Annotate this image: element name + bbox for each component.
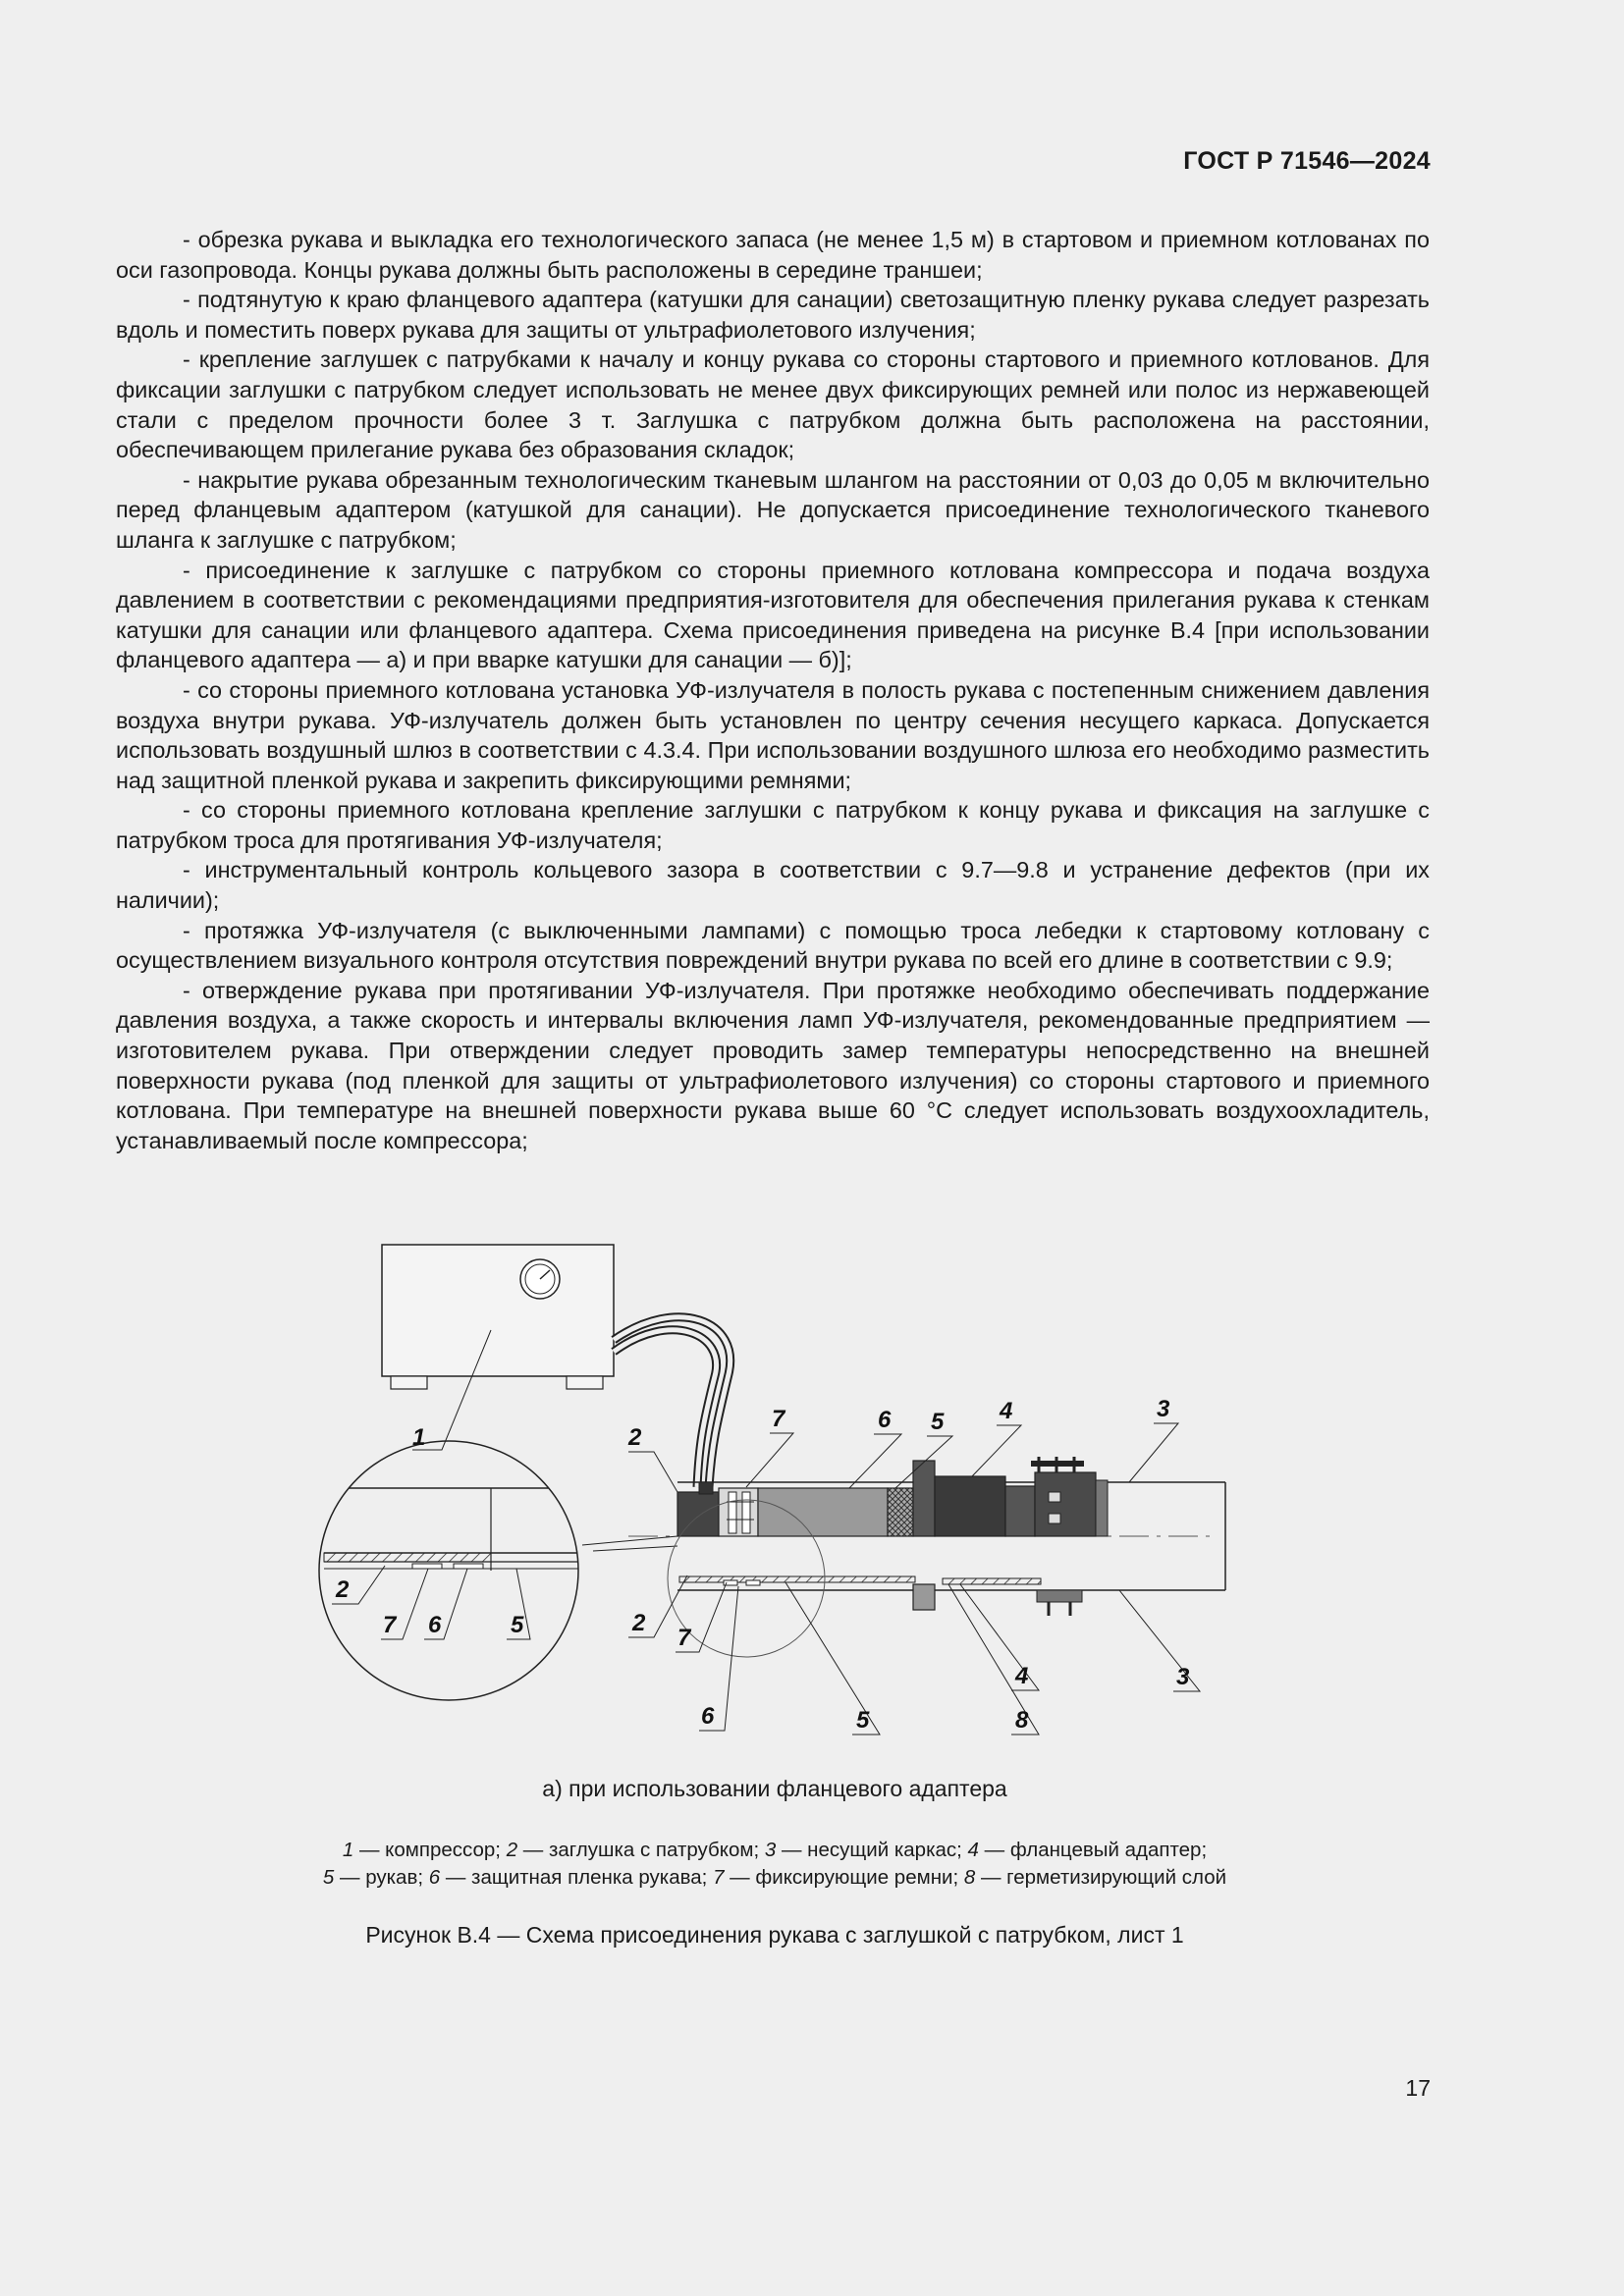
page-number: 17 <box>1405 2075 1431 2101</box>
callout-bottom-2: 2 <box>632 1610 646 1636</box>
diagram-svg <box>295 1232 1237 1752</box>
callout-bottom-5: 5 <box>856 1707 870 1734</box>
callout-detail-7: 7 <box>383 1612 397 1638</box>
list-item: - инструментальный контроль кольцевого зазора в соответствии с 9.7—9.8 и устранение дефектов (при их наличии); <box>116 857 1430 914</box>
air-hose <box>614 1317 731 1487</box>
callout-bottom-4: 4 <box>1015 1663 1029 1689</box>
connection-diagram <box>295 1232 1237 1752</box>
legend-text: — фиксирующие ремни; <box>724 1866 964 1889</box>
legend-num: 1 <box>342 1839 354 1861</box>
callout-2: 2 <box>628 1424 642 1451</box>
legend-num: 2 <box>506 1839 518 1861</box>
legend-num: 7 <box>713 1866 725 1889</box>
legend-text: — герметизирующий слой <box>975 1866 1227 1889</box>
callout-detail-6: 6 <box>428 1612 442 1638</box>
callout-bottom-3: 3 <box>1176 1664 1190 1690</box>
callout-3: 3 <box>1157 1396 1170 1422</box>
legend-text: — компрессор; <box>353 1839 507 1861</box>
callout-bottom-6: 6 <box>701 1703 715 1730</box>
detail-view <box>319 1441 825 1700</box>
bolted-coupling <box>1031 1457 1108 1616</box>
document-code: ГОСТ Р 71546—2024 <box>1183 147 1431 175</box>
list-item: - накрытие рукава обрезанным технологическим тканевым шлангом на расстоянии от 0,03 до 0,05 м включительно перед фланцевым адаптером (катушкой для санации). Не допускается присоединение технологического тканевого шланга к заглушке с патрубком; <box>116 466 1430 553</box>
legend-line-1 <box>0 1837 1549 1864</box>
list-item: - протяжка УФ-излучателя (с выключенными лампами) с помощью троса лебедки к стартовому котловану с осуществлением визуального контроля отсутствия повреждений внутри рукава по всей его длине в соответствии с 9.9; <box>116 917 1430 974</box>
list-item: - подтянутую к краю фланцевого адаптера (катушки для санации) светозащитную пленку рукава следует разрезать вдоль и поместить поверх рукава для защиты от ультрафиолетового излучения; <box>116 287 1430 343</box>
list-item: - крепление заглушек с патрубками к началу и концу рукава со стороны стартового и приемного котлованов. Для фиксации заглушки с патрубком следует использовать не менее двух фиксирующих ремней или полос из нержавеющей стали с пределом прочности более 3 т. Заглушка с патрубком должна быть расположена на расстоянии, обеспечивающем прилегание рукава без образования складок; <box>116 347 1430 463</box>
callout-6: 6 <box>878 1407 892 1433</box>
fixing-straps <box>719 1488 758 1536</box>
callout-5: 5 <box>931 1409 945 1435</box>
figure-legend <box>0 1837 1549 1892</box>
figure-subcaption: а) при использовании фланцевого адаптера <box>542 1776 1007 1801</box>
legend-num: 5 <box>322 1866 335 1889</box>
legend-num: 3 <box>764 1839 777 1861</box>
list-item: - обрезка рукава и выкладка его технологического запаса (не менее 1,5 м) в стартовом и приемном котлованах по оси газопровода. Концы рукава должны быть расположены в середине траншеи; <box>116 227 1430 283</box>
list-item: - со стороны приемного котлована установка УФ-излучателя в полость рукава с постепенным снижением давления воздуха внутри рукава. УФ-излучатель должен быть установлен по центру сечения несущего каркаса. Допускается использовать воздушный шлюз в соответствии с 4.3.4. При использовании воздушного шлюза его необходимо разместить над защитной пленкой рукава и закрепить фиксирующими ремнями; <box>116 676 1430 793</box>
legend-text: — защитная пленка рукава; <box>440 1866 714 1889</box>
callout-1: 1 <box>412 1424 426 1451</box>
legend-text: — рукав; <box>334 1866 429 1889</box>
callout-bottom-7: 7 <box>677 1625 691 1651</box>
liner-bottom <box>679 1576 1041 1585</box>
callout-7: 7 <box>772 1406 785 1432</box>
end-cap <box>677 1482 719 1536</box>
callout-detail-5: 5 <box>511 1612 524 1638</box>
figure-caption: Рисунок В.4 — Схема присоединения рукава с заглушкой с патрубком, лист 1 <box>365 1922 1184 1948</box>
callout-detail-2: 2 <box>336 1576 350 1603</box>
legend-line-2 <box>0 1864 1549 1892</box>
protective-film <box>758 1488 888 1536</box>
legend-text: — несущий каркас; <box>776 1839 968 1861</box>
list-item: - отверждение рукава при протягивании УФ-излучателя. При протяжке необходимо обеспечивать поддержание давления воздуха, а также скорость и интервалы включения ламп УФ-излучателя, рекомендованные предприятием — изготовителем рукава. При отверждении следует проводить замер температуры непосредственно на внешней поверхности рукава (под пленкой для защиты от ультрафиолетового излучения) со стороны стартового и приемного котлована. При температуре на внешней поверхности рукава выше 60 °С следует использовать воздухоохладитель, устанавливаемый после компрессора; <box>116 977 1430 1153</box>
legend-num: 8 <box>963 1866 976 1889</box>
list-item: - со стороны приемного котлована крепление заглушки с патрубком к концу рукава и фиксация на заглушке с патрубком троса для протягивания УФ-излучателя; <box>116 797 1430 853</box>
legend-text: — фланцевый адаптер; <box>978 1839 1208 1861</box>
callout-4: 4 <box>1000 1398 1013 1424</box>
compressor <box>382 1245 614 1389</box>
legend-num: 4 <box>967 1839 979 1861</box>
legend-num: 6 <box>428 1866 441 1889</box>
liner <box>888 1488 913 1536</box>
legend-text: — заглушка с патрубком; <box>517 1839 765 1861</box>
flange-adapter <box>913 1461 1035 1610</box>
body-text <box>116 225 1430 1155</box>
callout-bottom-8: 8 <box>1015 1707 1029 1734</box>
list-item: - присоединение к заглушке с патрубком со стороны приемного котлована компрессора и подача воздуха давлением в соответствии с рекомендациями предприятия-изготовителя для обеспечения прилегания рукава к стенкам катушки для санации или фланцевого адаптера. Схема присоединения приведена на рисунке В.4 [при использовании фланцевого адаптера — а) и при вварке катушки для санации — б)]; <box>116 557 1430 673</box>
